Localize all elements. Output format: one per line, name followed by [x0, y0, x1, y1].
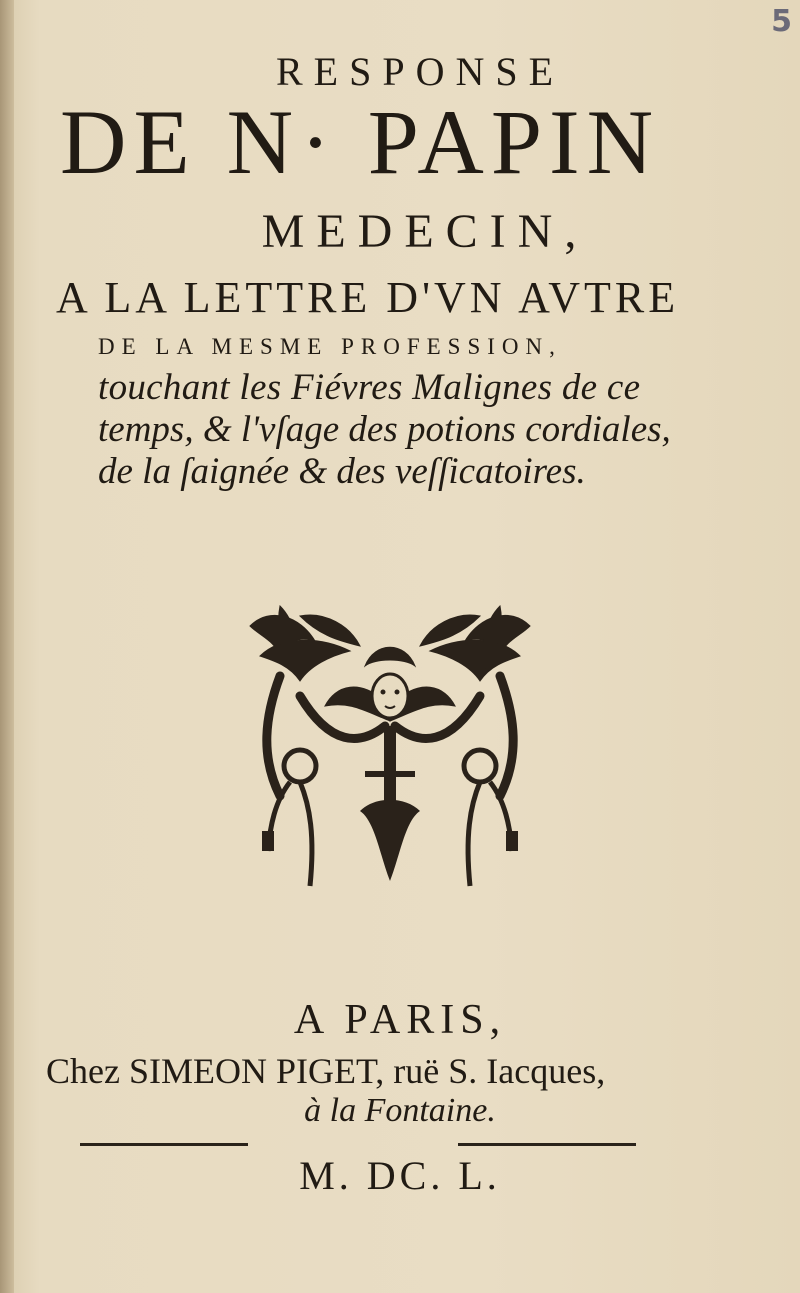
subtitle-line-2: temps, & l'vſage des potions cordiales, — [98, 409, 671, 450]
title-line-author: DE N· PAPIN — [60, 91, 661, 193]
imprint-date: M. DC. L. — [299, 1153, 501, 1198]
imprint-place: A PARIS, — [293, 997, 507, 1043]
title-line-same-profession: DE LA MESME PROFESSION, — [98, 334, 562, 359]
title-line-profession: MEDECIN, — [261, 205, 589, 258]
divider-rule-left — [80, 1143, 248, 1146]
subtitle-line-1: touchant les Fiévres Malignes de ce — [98, 367, 641, 408]
imprint-sign: à la Fontaine. — [304, 1092, 496, 1129]
woodcut-cherub-garland-icon — [240, 596, 540, 896]
title-line-letter: A LA LETTRE D'VN AVTRE — [56, 273, 680, 322]
folio-number: 5 — [771, 4, 792, 39]
imprint-printer: Chez SIMEON PIGET, ruë S. Iacques, — [46, 1051, 606, 1091]
divider-rule-right — [458, 1143, 636, 1146]
subtitle-line-3: de la ſaignée & des veſſicatoires. — [98, 451, 586, 492]
title-line-response: RESPONSE — [275, 49, 565, 94]
